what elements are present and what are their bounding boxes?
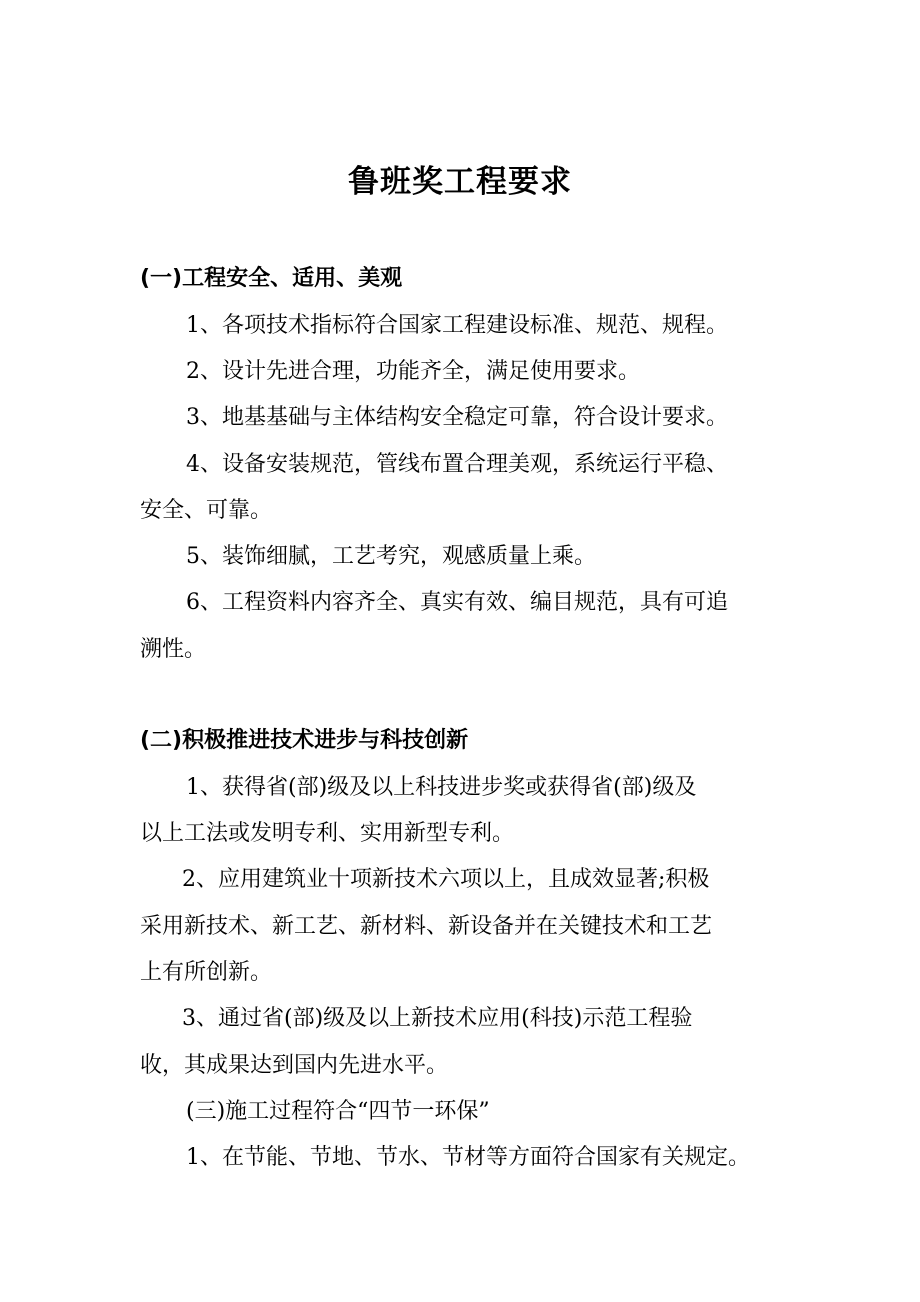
- section-heading-2: (二)积极推进技术进步与科技创新: [140, 728, 469, 753]
- section-2-line-2: 2、应用建筑业十项新技术六项以上，且成效显著;积极: [182, 867, 710, 892]
- section-1-line-6-cont: 溯性。: [140, 637, 207, 662]
- section-heading-3: (三)施工过程符合“四节一环保”: [186, 1099, 490, 1124]
- section-1-line-6: 6、工程资料内容齐全、真实有效、编目规范，具有可追: [186, 590, 728, 615]
- section-1-line-3: 3、地基基础与主体结构安全稳定可靠，符合设计要求。: [186, 405, 728, 430]
- section-2-line-2-cont-a: 采用新技术、新工艺、新材料、新设备并在关键技术和工艺: [140, 914, 713, 939]
- section-1-line-5: 5、装饰细腻，工艺考究，观感质量上乘。: [186, 544, 596, 569]
- document-title: 鲁班奖工程要求: [348, 164, 572, 200]
- section-1-line-1: 1、各项技术指标符合国家工程建设标准、规范、规程。: [186, 313, 728, 338]
- section-2-line-3-cont: 收，其成果达到国内先进水平。: [140, 1053, 449, 1078]
- section-2-line-1-cont: 以上工法或发明专利、实用新型专利。: [140, 821, 515, 846]
- section-1-line-2: 2、设计先进合理，功能齐全，满足使用要求。: [186, 359, 640, 384]
- section-heading-1: (一)工程安全、适用、美观: [140, 266, 403, 291]
- section-2-line-3: 3、通过省(部)级及以上新技术应用(科技)示范工程验: [182, 1006, 693, 1031]
- section-2-line-1: 1、获得省(部)级及以上科技进步奖或获得省(部)级及: [186, 775, 697, 800]
- section-3-line-1: 1、在节能、节地、节水、节材等方面符合国家有关规定。: [186, 1145, 750, 1170]
- section-2-line-2-cont-b: 上有所创新。: [140, 960, 273, 985]
- section-1-line-4-cont: 安全、可靠。: [140, 498, 273, 523]
- section-1-line-4: 4、设备安装规范，管线布置合理美观，系统运行平稳、: [186, 452, 728, 477]
